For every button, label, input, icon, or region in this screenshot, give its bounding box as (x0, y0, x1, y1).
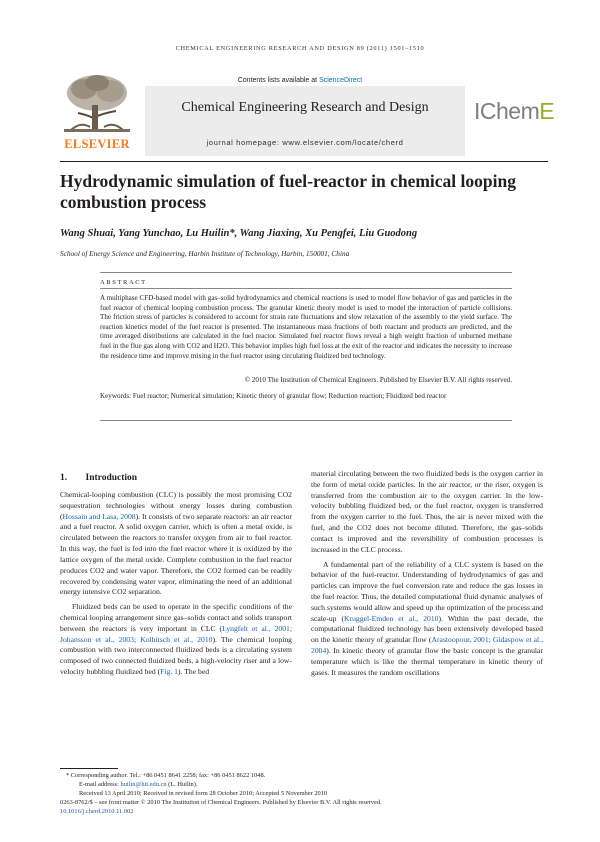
sciencedirect-link[interactable]: ScienceDirect (319, 77, 363, 84)
r2-text-b: ). Within the past decade, the computational fluidized technology has been extensively developed based on the kinetic theory of granular flow ( (311, 613, 544, 645)
corresponding-author: * Corresponding author. Tel.: +86 0451 8641 2258; fax: +86 0451 8622 1048. (66, 772, 266, 779)
footnote-rule (60, 768, 118, 769)
running-head: CHEMICAL ENGINEERING RESEARCH AND DESIGN 89 (2011) 1501–1510 (175, 45, 425, 52)
doi-link[interactable]: 10.1016/j.cherd.2010.11.002 (60, 808, 134, 815)
citation-link[interactable]: Hossain and Lasa, 2008 (62, 511, 136, 521)
journal-title: Chemical Engineering Research and Design (181, 100, 429, 115)
abstract-label-rule (100, 288, 512, 289)
abstract-copyright: © 2010 The Institution of Chemical Engineers. Published by Elsevier B.V. All rights reserved. (244, 376, 512, 384)
intro-paragraph-1 (60, 490, 292, 598)
r2-text-a: A fundamental part of the reliability of a CLC system is based on the behavior of the fuel-reactor. Understanding of hydrodynamics of gas and particles can improve the fuel conversion rate and reduce the gas losses in the fuel reactor. Thus, the detailed computational fluid dynamic analyses of such systems would allow and speed up the optimization of the process and scale-up ( (311, 559, 543, 623)
icheme-logo (474, 98, 554, 125)
abstract-label: ABSTRACT (100, 279, 147, 286)
citation-link[interactable]: Lyngfelt et al., 2001; Johansson et al., 2003; Kolbitsch et al., 2010 (60, 623, 293, 644)
section-title: Introduction (85, 473, 138, 483)
keywords (100, 392, 512, 402)
r2-text-c: ). In kinetic theory of granular flow the basic concept is the granular temperature which is like the thermal temperature in kinetic theory of gases. It measures the random oscillations (311, 646, 543, 677)
article-authors: Wang Shuai, Yang Yunchao, Lu Huilin*, Wang Jiaxing, Xu Pengfei, Liu Guodong (60, 228, 418, 239)
icheme-logo-b: E (539, 98, 555, 124)
abstract-bottom-rule (100, 420, 512, 421)
contents-prefix: Contents lists available at (237, 77, 320, 84)
p1-text-b: ). It consists of two separate reactors: an air reactor and a fuel reactor. A solid oxygen carrier, which is often a metal oxide, is circulated between the reactors to transfer oxygen from air to fuel reactor. In this way, the fuel is fed into the fuel reactor where it is oxidized by the lattice oxygen of the metal oxide. Complete combustion in the fuel reactor produces CO2 and water vapor. Therefore, the CO2 formed can be readily recovered by condensing water vapor, eliminating the need of an additional energy intensive CO2 separation. (60, 511, 292, 597)
p2-text-a: Fluidized beds can be used to operate in the specific conditions of the chemical looping arrangement since gas–solids contact and solids transport between the reactors is very important in CLC ( (60, 602, 292, 633)
figure-link[interactable]: Fig. 1 (160, 667, 178, 676)
abstract-text: A multiphase CFD-based model with gas–solid hydrodynamics and chemical reactions is used to model flow behavior of gas and particles in the fuel reactor of chemical looping combustion process. The granular kinetic theory model is used to model the interaction of particle collisions. The friction stress of particles is considered to account for strain rate fluctuations and slow relaxation of the assembly to the yield surface. The reaction kinetics model of the fuel reactor is presented. The instantaneous mass fractions of both reactant and products are predicted, and the time averaged distributions are calculated in the fuel reactor. Simulated fuel reactor flows reveal a high weight fraction of unburned methane fuel in the flue gas along with CO2 and H2O. This behavior implies high fuel loss at the exit of the reactor and indicates the necessity to increase the residence time and improve mixing in the fuel reactor using circulating fluidized bed technology. (100, 294, 512, 360)
p1-text-a: Chemical-looping combustion (CLC) is possibly the most promising CO2 sequestration technologies without energy losses during combustion ( (60, 490, 292, 521)
received-dates: Received 13 April 2010; Received in revised form 28 October 2010; Accepted 5 November 2010 (79, 790, 328, 797)
email-link[interactable]: huilin@hit.edu.cn (120, 781, 167, 788)
keywords-list: Fuel reactor; Numerical simulation; Kinetic theory of granular flow; Reduction reaction; Fluidized bed reactor (132, 392, 447, 400)
citation-link[interactable]: Arastoopour, 2001; Gidaspow et al., 2004 (311, 635, 543, 655)
section-heading (60, 473, 137, 483)
article-affiliation: School of Energy Science and Engineering, Harbin Institute of Technology, Harbin, 150001, China (60, 249, 350, 258)
abstract-top-rule (100, 272, 512, 273)
intro-paragraph-4 (311, 560, 543, 679)
contents-line (170, 77, 430, 84)
issn-line: 0263-8762/$ – see front matter © 2010 The Institution of Chemical Engineers. Published by Elsevier B.V. All rights reserved. (60, 799, 382, 806)
p2-text-b: ). The chemical looping combustion with two interconnected fluidized beds is a circulating system composed of two connected fluidized beds, a high-velocity riser and a low-velocity bubbling fluidized bed ( (60, 634, 292, 676)
publisher-name: ELSEVIER (64, 137, 130, 151)
intro-paragraph-2 (60, 602, 292, 678)
left-column (60, 490, 292, 678)
header-rule (60, 161, 548, 162)
right-column (311, 469, 543, 678)
keywords-label: Keywords: (100, 392, 132, 400)
intro-paragraph-3: material circulating between the two fluidized beds is the oxygen carrier in the form of metal oxide particles. In the air reactor, or the riser, oxygen is transferred from the combustion air to the oxygen carrier. In the low-velocity bubbling fluidized bed, or the fuel reactor, oxygen is transferred from the oxygen carrier to the fuel. Thus, the air is never mixed with the fuel, and the CO2 does not become diluted. Therefore, the gas–solids contact is improved and the reversibility of combustion processes is increased in the CLC process. (311, 469, 543, 554)
email-line (79, 780, 559, 789)
journal-homepage[interactable]: journal homepage: www.elsevier.com/locate/cherd (206, 138, 404, 147)
section-number: 1. (60, 473, 68, 483)
email-label: E-mail address: (79, 781, 121, 788)
elsevier-logo (60, 69, 134, 155)
icheme-logo-a: IChem (474, 98, 540, 124)
p2-text-c: ). The bed (178, 667, 210, 676)
citation-link[interactable]: Kruggel-Emden et al., 2010 (344, 613, 439, 623)
doi-line (60, 807, 540, 816)
email-suffix: (L. Huilin). (166, 781, 198, 788)
article-title: Hydrodynamic simulation of fuel-reactor in chemical looping combustion process (60, 171, 516, 212)
